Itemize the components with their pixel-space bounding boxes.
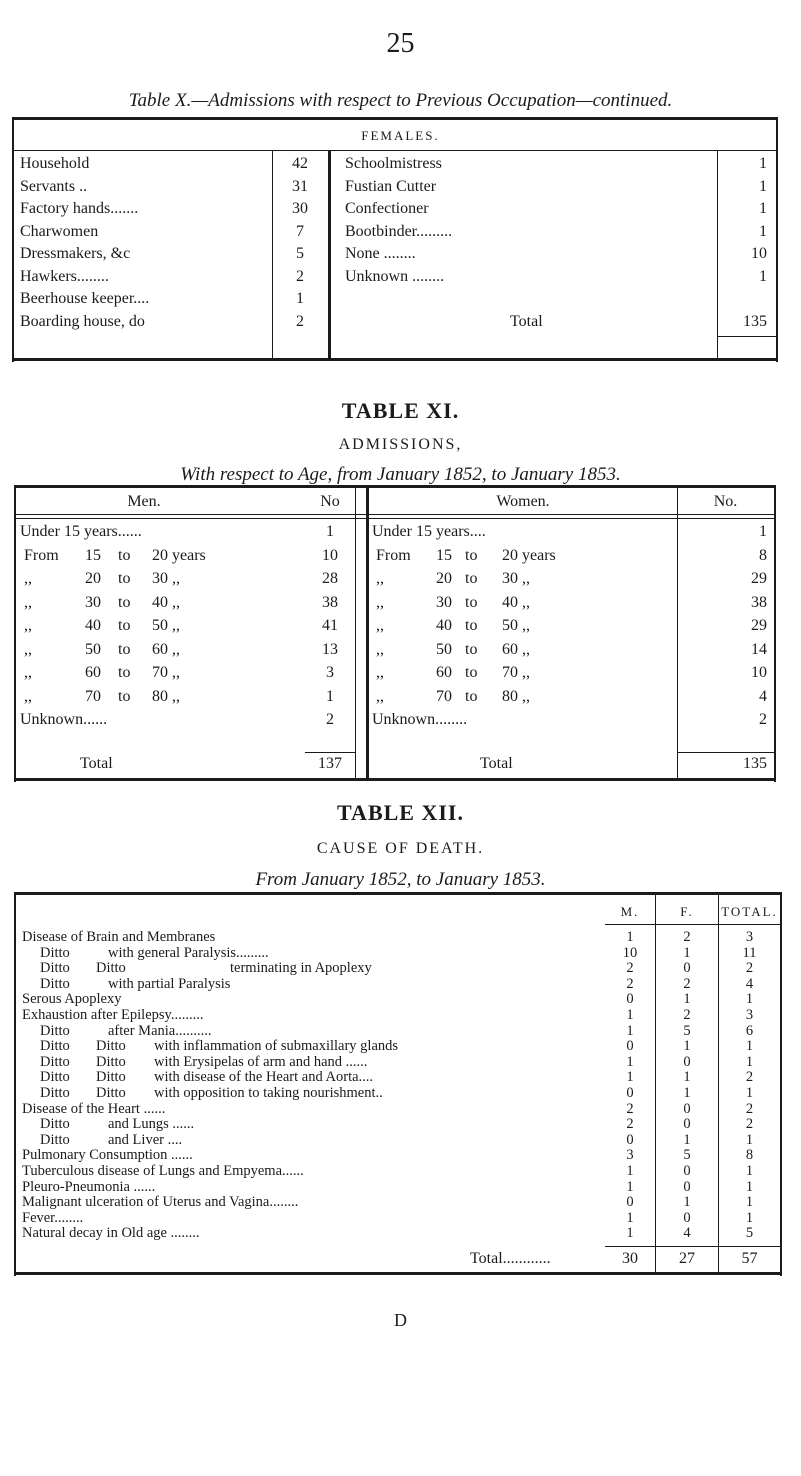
cause-f: 0 [683,1178,691,1195]
men-age-c: to [118,687,131,705]
cause-c1: Ditto [40,944,70,961]
women-age-c: to [465,593,478,611]
cause-t: 1 [745,1163,754,1179]
women-age-d: 30 ,, [502,570,530,587]
men-age-value: 38 [322,593,338,611]
cause-c1: Disease of the Heart ...... [22,1100,166,1117]
cause-m: 1 [626,1069,634,1086]
occupation-left-label: Beerhouse keeper.... [20,290,150,307]
cause-c3: terminating in Apoplexy [230,960,372,977]
cause-c1: Pleuro-Pneumonia ...... [22,1178,156,1195]
women-age-value: 10 [751,664,767,681]
cause-m: 1 [626,1007,634,1023]
cause-c1: Serous Apoplexy [22,991,122,1008]
women-age-a: From [376,546,411,564]
cause-t: 1 [745,1178,754,1195]
women-age-b: 70 [436,687,452,705]
cause-m: 1 [626,1022,634,1039]
cause-c2: with partial Paralysis [108,975,231,992]
men-age-d: 70 ,, [152,664,180,681]
cause-f: 0 [683,1053,691,1070]
table-xi-subheading: ADMISSIONS, [338,436,463,453]
occupation-right-value: 1 [759,222,767,240]
cause-c1: Exhaustion after Epilepsy......... [22,1007,204,1023]
women-age-b: 15 [436,546,452,564]
cause-t: 5 [745,1225,754,1242]
cause-t: 11 [742,944,757,961]
cause-total-m: 30 [622,1250,638,1267]
occupation-left-value: 2 [296,267,304,285]
occupation-left-label: Servants .. [20,177,88,195]
women-age-b: 60 [436,664,452,681]
men-header: Men. [127,493,161,510]
cause-f: 1 [683,1085,691,1101]
women-no-header: No. [713,493,738,510]
men-age-a: Unknown...... [20,711,108,728]
cause-f: 0 [683,1116,691,1133]
cause-f: 1 [683,1038,691,1055]
cause-c2: and Liver .... [108,1131,183,1148]
women-age-d: 50 ,, [502,617,530,634]
cause-total-label: Total............ [470,1250,551,1267]
cause-c1: Fever........ [22,1209,84,1226]
men-age-c: to [118,640,131,658]
men-age-value: 2 [326,711,334,728]
women-total-label: Total [480,755,513,772]
cause-t: 1 [745,991,754,1008]
men-age-a: Under 15 years...... [20,523,142,540]
men-age-value: 10 [322,546,338,564]
occupation-total-label: Total [510,312,543,330]
cause-f: 5 [683,1022,691,1039]
cause-total-t: 57 [741,1250,758,1267]
occupation-left-value: 7 [296,222,304,240]
cause-c1: Ditto [40,1085,70,1101]
women-age-c: to [465,640,478,658]
occupation-right-label: Fustian Cutter [345,177,437,195]
men-age-a: ,, [24,664,32,681]
cause-f: 0 [683,960,691,977]
cause-t: 2 [745,1100,754,1117]
cause-m: 2 [626,975,634,992]
occupation-left-label: Hawkers........ [20,267,109,285]
women-age-a: ,, [376,687,384,705]
cause-c3: with opposition to taking nourishment.. [154,1085,383,1101]
women-age-a: ,, [376,640,384,658]
occupation-left-value: 30 [292,200,308,217]
table-xii-caption: From January 1852, to January 1853. [255,869,546,890]
cause-c2: Ditto [96,1085,126,1101]
men-age-b: 40 [85,617,101,634]
occupation-right-label: Bootbinder......... [345,222,453,240]
cause-t: 2 [745,1116,754,1133]
occupation-right-label: Confectioner [345,200,429,217]
men-age-b: 15 [85,546,101,564]
cause-m: 0 [626,1194,634,1211]
cause-c1: Ditto [40,1038,70,1055]
men-age-d: 40 ,, [152,593,180,611]
table-x-group-header: FEMALES. [361,128,440,143]
men-age-b: 60 [85,664,101,681]
women-age-c: to [465,664,478,681]
men-age-c: to [118,570,131,587]
occupation-right-value: 1 [759,155,767,172]
occupation-total-value: 135 [743,312,767,330]
cause-f: 2 [683,975,691,992]
occupation-left-label: Household [20,155,90,172]
table-xi-heading: TABLE XI. [341,398,460,423]
cause-m: 1 [626,1178,634,1195]
cause-t: 1 [745,1038,754,1055]
cause-t: 3 [745,1007,754,1023]
occupation-right-label: Unknown ........ [345,267,445,285]
table-x-caption: Table X.—Admissions with respect to Previous Occupation—continued. [128,90,673,111]
women-age-a: Unknown........ [372,711,468,728]
men-age-a: ,, [24,687,32,705]
col-f-header: F. [680,904,694,919]
women-age-a: ,, [376,593,384,611]
women-total-value: 135 [743,755,767,772]
cause-t: 1 [745,1053,754,1070]
cause-t: 1 [745,1209,754,1226]
women-age-value: 2 [759,711,767,728]
cause-m: 0 [626,1038,634,1055]
occupation-right-label: Schoolmistress [345,155,442,172]
cause-c1: Ditto [40,1053,70,1070]
women-age-d: 60 ,, [502,640,530,658]
cause-f: 0 [683,1163,691,1179]
occupation-left-label: Boarding house, do [20,312,145,330]
occupation-left-value: 1 [296,290,304,307]
men-age-c: to [118,546,131,564]
occupation-left-value: 2 [296,312,304,330]
occupation-left-label: Charwomen [20,222,99,240]
cause-c3: with inflammation of submaxillary glands [154,1038,399,1055]
table-xii-heading: TABLE XII. [337,800,464,825]
cause-f: 2 [683,1007,691,1023]
occupation-left-value: 42 [292,155,308,172]
men-age-d: 20 years [152,546,206,564]
cause-c2: Ditto [96,960,126,977]
cause-t: 1 [745,1194,754,1211]
cause-m: 0 [626,1085,634,1101]
cause-t: 8 [745,1147,754,1164]
page-number: 25 [386,28,415,59]
men-age-b: 20 [85,570,101,587]
cause-c1: Disease of Brain and Membranes [22,929,216,945]
cause-total-f: 27 [679,1250,695,1267]
cause-c1: Natural decay in Old age ........ [22,1225,200,1242]
cause-t: 6 [745,1022,754,1039]
women-age-value: 14 [751,640,767,658]
men-age-a: From [24,546,59,564]
occupation-right-value: 10 [751,245,767,262]
cause-t: 1 [745,1085,754,1101]
women-age-a: ,, [376,617,384,634]
occupation-left-label: Factory hands....... [20,200,139,217]
cause-t: 4 [745,975,754,992]
men-age-value: 41 [322,617,338,634]
men-total-value: 137 [318,755,342,772]
men-age-a: ,, [24,593,32,611]
occupation-left-label: Dressmakers, &c [20,245,131,262]
women-header: Women. [496,493,550,510]
cause-c1: Malignant ulceration of Uterus and Vagina........ [22,1194,299,1211]
women-age-b: 40 [436,617,452,634]
women-age-value: 29 [751,570,767,587]
cause-c1: Ditto [40,1022,70,1039]
men-age-c: to [118,593,131,611]
men-age-a: ,, [24,570,32,587]
men-age-c: to [118,617,131,634]
cause-m: 3 [626,1147,634,1164]
occupation-left-value: 5 [296,245,304,262]
men-age-value: 1 [326,523,334,540]
men-age-b: 50 [85,640,101,658]
cause-m: 2 [626,1100,634,1117]
occupation-right-value: 1 [759,200,767,217]
cause-c2: and Lungs ...... [108,1116,195,1133]
cause-f: 4 [683,1225,691,1242]
women-age-c: to [465,687,478,705]
men-age-b: 30 [85,593,101,611]
men-age-d: 50 ,, [152,617,180,634]
cause-m: 1 [626,1163,634,1179]
cause-c2: after Mania.......... [108,1022,212,1039]
cause-f: 1 [683,1131,691,1148]
cause-f: 2 [683,929,691,945]
occupation-right-value: 1 [759,267,767,285]
women-age-b: 50 [436,640,452,658]
cause-c3: with Erysipelas of arm and hand ...... [154,1053,368,1070]
occupation-right-value: 1 [759,177,767,195]
cause-f: 5 [683,1147,691,1164]
cause-c2: with general Paralysis......... [108,944,269,961]
cause-c2: Ditto [96,1053,126,1070]
women-age-value: 29 [751,617,767,634]
col-total-header: TOTAL. [721,904,778,919]
women-age-a: ,, [376,664,384,681]
women-age-value: 4 [759,687,767,705]
cause-m: 0 [626,1131,634,1148]
cause-c3: with disease of the Heart and Aorta.... [154,1069,374,1086]
footer-mark: D [394,1310,407,1330]
men-age-value: 3 [326,664,334,681]
cause-c1: Ditto [40,960,70,977]
cause-f: 1 [683,1194,691,1211]
cause-c2: Ditto [96,1069,126,1086]
cause-m: 2 [626,1116,634,1133]
men-age-d: 30 ,, [152,570,180,587]
women-age-value: 8 [759,546,767,564]
table-xi-caption: With respect to Age, from January 1852, to January 1853. [180,464,621,485]
cause-m: 1 [626,1053,634,1070]
women-age-c: to [465,617,478,634]
women-age-a: ,, [376,570,384,587]
cause-c1: Pulmonary Consumption ...... [22,1147,193,1164]
men-age-d: 60 ,, [152,640,180,658]
cause-t: 1 [745,1131,754,1148]
cause-f: 0 [683,1209,691,1226]
women-age-d: 70 ,, [502,664,530,681]
cause-f: 1 [683,1069,691,1086]
men-age-b: 70 [85,687,101,705]
cause-c1: Ditto [40,1131,70,1148]
men-age-value: 1 [326,687,334,705]
cause-t: 3 [745,929,754,945]
men-age-value: 13 [322,640,338,658]
cause-m: 2 [626,960,634,977]
col-m-header: M. [620,904,640,919]
women-age-value: 38 [751,593,767,611]
occupation-left-value: 31 [292,177,308,195]
table-xii-subheading: CAUSE OF DEATH. [316,840,485,857]
cause-c1: Tuberculous disease of Lungs and Empyema...... [22,1163,304,1179]
cause-t: 2 [745,960,754,977]
cause-c2: Ditto [96,1038,126,1055]
women-age-b: 20 [436,570,452,587]
cause-f: 0 [683,1100,691,1117]
women-age-d: 80 ,, [502,687,530,705]
women-age-a: Under 15 years.... [372,523,486,540]
men-age-d: 80 ,, [152,687,180,705]
men-age-value: 28 [322,570,338,587]
women-age-d: 40 ,, [502,593,530,611]
women-age-d: 20 years [502,546,556,564]
cause-m: 0 [626,991,634,1008]
men-age-a: ,, [24,617,32,634]
women-age-c: to [465,546,478,564]
cause-c1: Ditto [40,1069,70,1086]
men-total-label: Total [80,755,113,772]
cause-c1: Ditto [40,1116,70,1133]
men-no-header: No [320,493,340,510]
cause-c1: Ditto [40,975,70,992]
women-age-b: 30 [436,593,452,611]
cause-m: 1 [626,929,634,945]
women-age-c: to [465,570,478,587]
men-age-a: ,, [24,640,32,658]
men-age-c: to [118,664,131,681]
cause-m: 1 [626,1209,634,1226]
cause-m: 1 [626,1225,634,1242]
cause-t: 2 [745,1069,754,1086]
cause-f: 1 [683,991,691,1008]
women-age-value: 1 [759,523,767,540]
cause-m: 10 [622,944,638,961]
occupation-right-label: None ........ [345,245,416,262]
cause-f: 1 [683,944,691,961]
